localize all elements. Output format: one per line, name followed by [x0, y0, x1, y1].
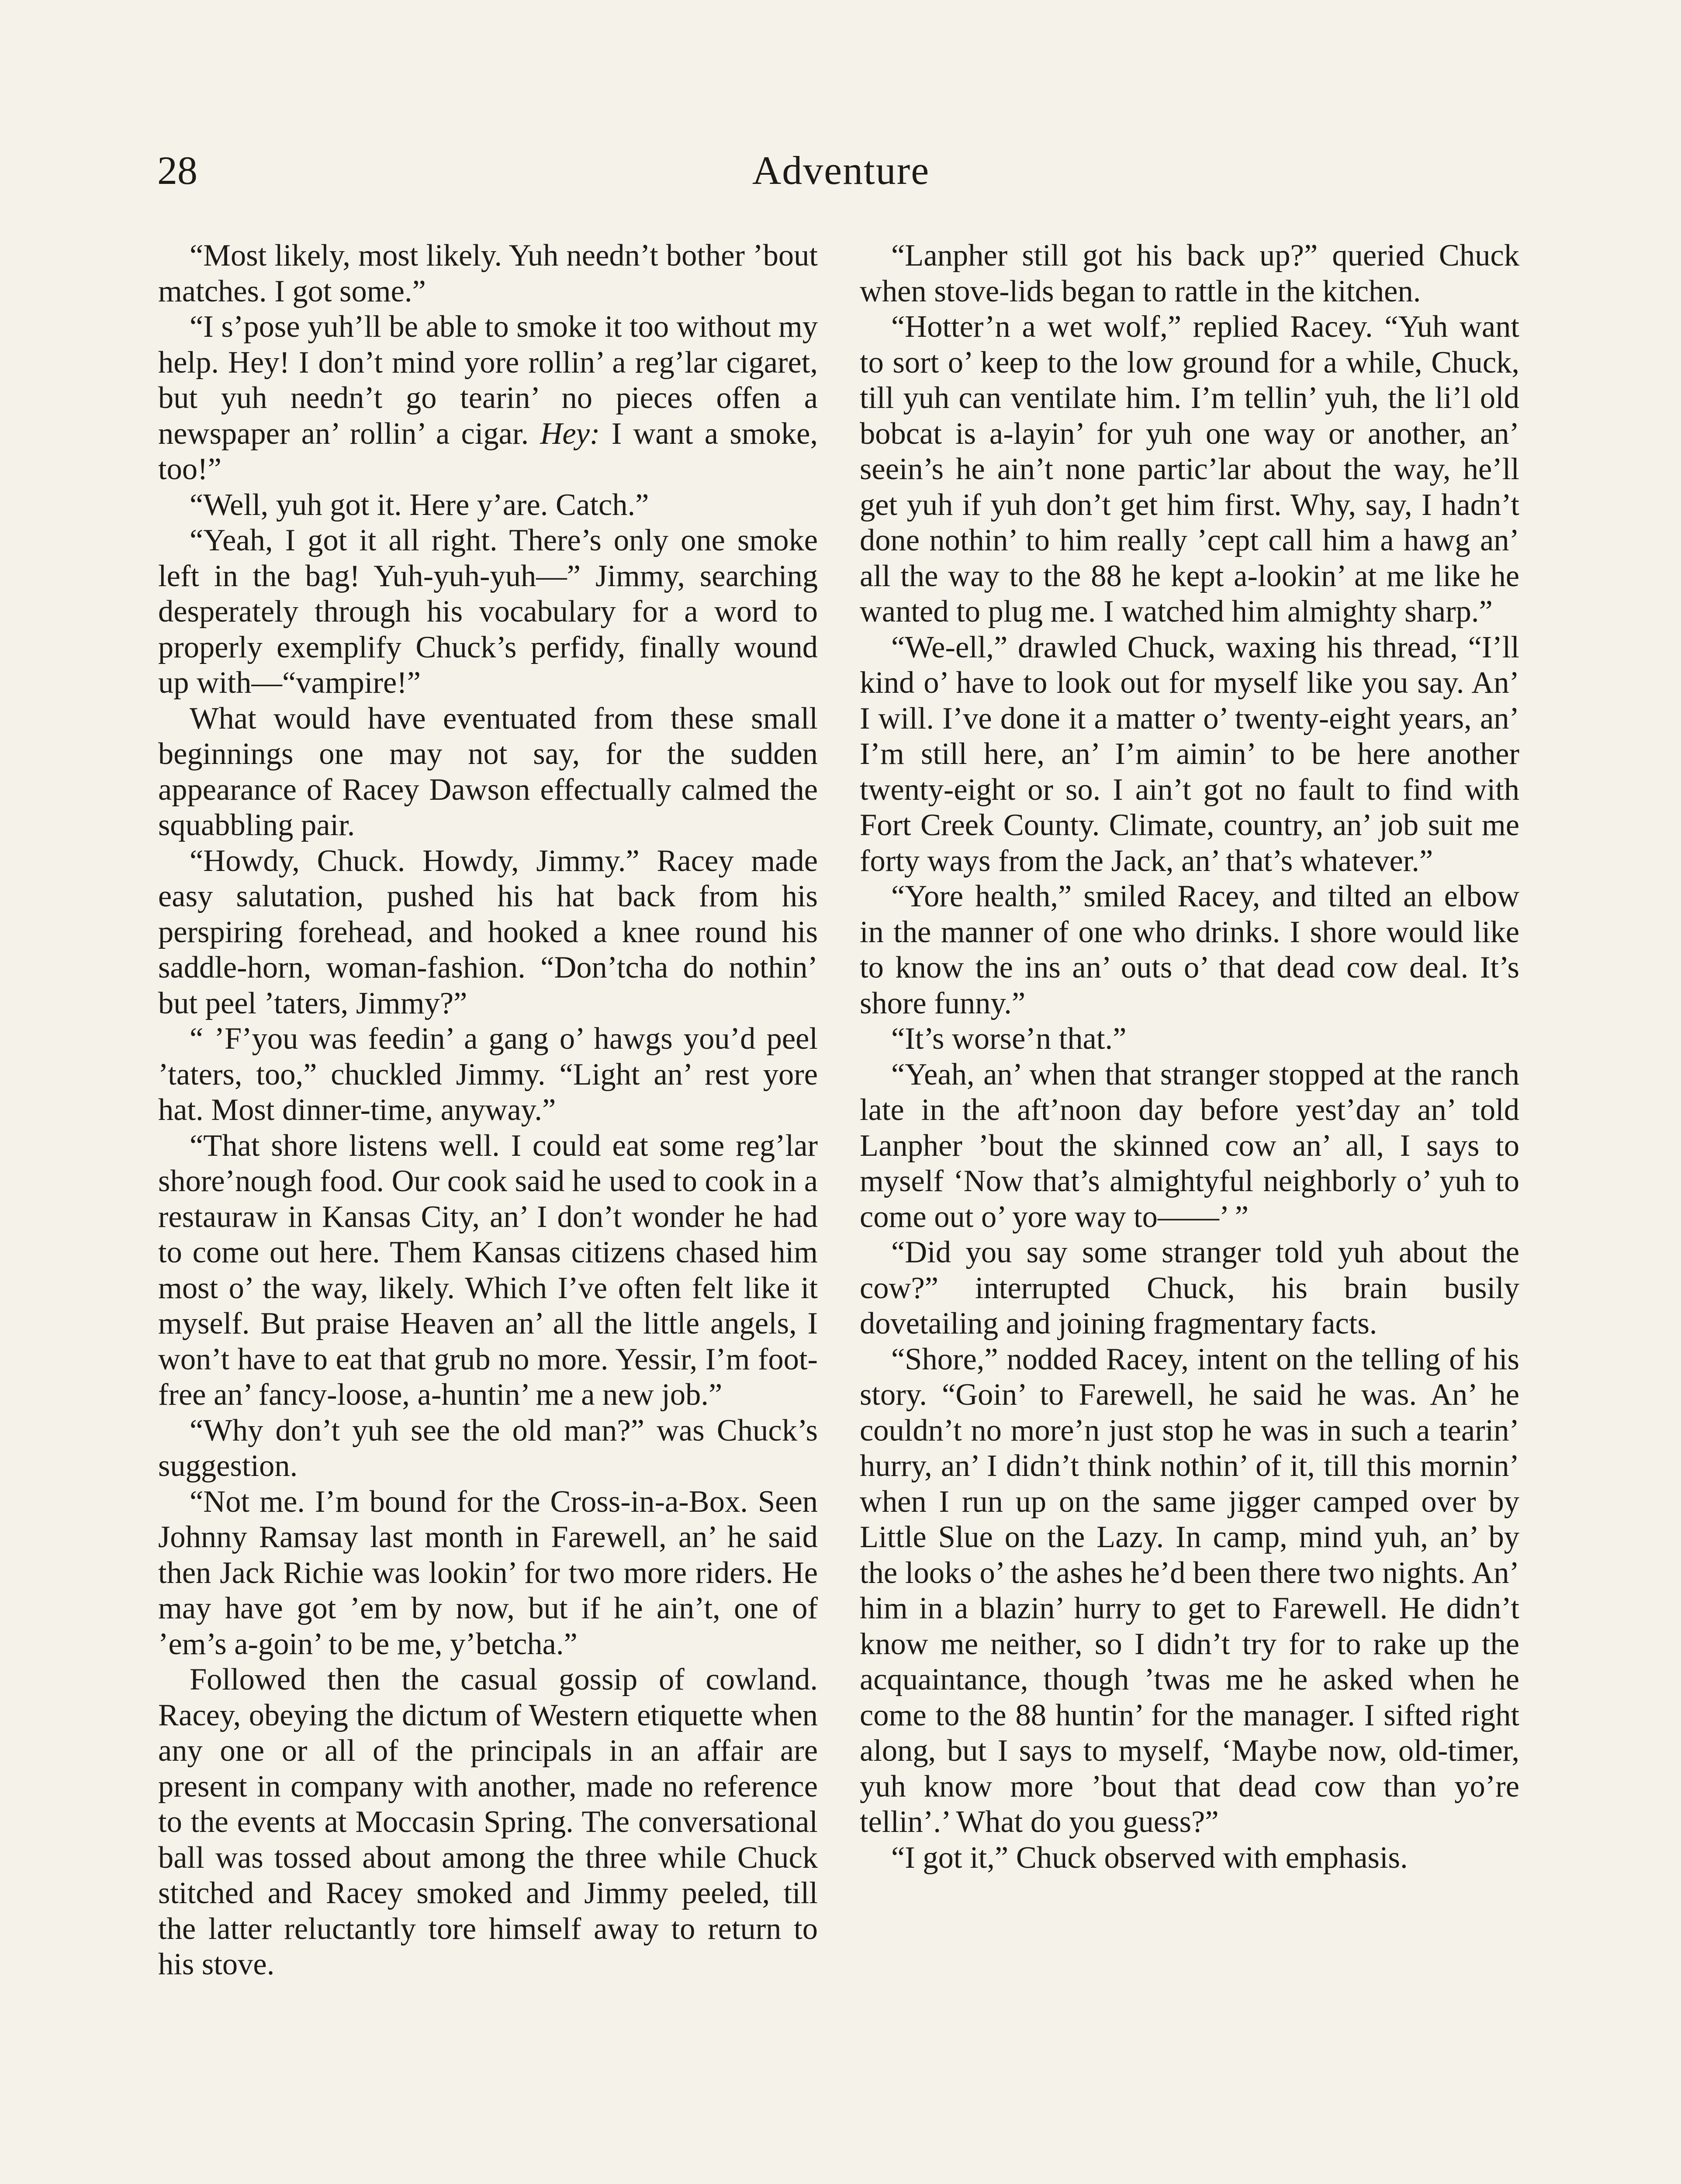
left-column: [158, 238, 818, 1983]
paragraph: “Yeah, I got it all right. There’s only one smoke left in the bag! Yuh-yuh-yuh—” Jimmy, searching desperately through his vocabulary for a word to properly exemplify Chuck’s perfidy, finally wound up with—“vampire!”: [158, 523, 818, 700]
paragraph: “ ’F’you was feedin’ a gang o’ hawgs you’d peel ’taters, too,” chuckled Jimmy. “Light an’ rest yore hat. Most dinner-time, anyway.”: [158, 1022, 818, 1127]
right-column: [860, 238, 1519, 1876]
paragraph: “Not me. I’m bound for the Cross-in-a-Box. Seen Johnny Ramsay last month in Farewell, an’ he said then Jack Richie was lookin’ for two more riders. He may have got ’em by now, but if he ain’t, one of ’em’s a-goin’ to be me, y’betcha.”: [158, 1484, 818, 1661]
paragraph: “Well, yuh got it. Here y’are. Catch.”: [190, 487, 649, 522]
paragraph: “Hotter’n a wet wolf,” replied Racey. “Yuh want to sort o’ keep to the low ground for a while, Chuck, till yuh can ventilate him. I’m tellin’ yuh, the li’l old bobcat is a-layin’ for yuh one way or another, an’ seein’s he ain’t none partic’lar about the way, he’ll get yuh if yuh don’t get him first. Why, say, I hadn’t done nothin’ to him really ’cept call him a hawg an’ all the way to the 88 he kept a-lookin’ at me like he wanted to plug me. I watched him almighty sharp.”: [860, 310, 1519, 629]
paragraph: “Why don’t yuh see the old man?” was Chuck’s suggestion.: [158, 1413, 818, 1483]
paragraph: “We-ell,” drawled Chuck, waxing his thread, “I’ll kind o’ have to look out for myself like you say. An’ I will. I’ve done it a matter o’ twenty-eight years, an’ I’m still here, an’ I’m aimin’ to be here another twenty-eight or so. I ain’t got no fault to find with Fort Creek County. Climate, country, an’ job suit me forty ways from the Jack, an’ that’s whatever.”: [860, 630, 1519, 878]
paragraph: Followed then the casual gossip of cowland. Racey, obeying the dictum of Western etiquette when any one or all of the principals in an affair are present in company with another, made no reference to the events at Moccasin Spring. The conversational ball was tossed about among the three while Chuck stitched and Racey smoked and Jimmy peeled, till the latter reluctantly tore himself away to return to his stove.: [158, 1662, 818, 1981]
paragraph-text: I want a smoke, too!”: [158, 416, 818, 486]
running-head: Adventure: [752, 148, 930, 193]
page-number: 28: [157, 148, 197, 193]
paragraph: What would have eventuated from these small beginnings one may not say, for the sudden appearance of Racey Dawson effectually calmed the squabbling pair.: [158, 701, 818, 842]
paragraph: “Yeah, an’ when that stranger stopped at the ranch late in the aft’noon day before yest’day an’ told Lanpher ’bout the skinned cow an’ all, I says to myself ‘Now that’s almightyful neighborly o’ yuh to come out o’ yore way to——’ ”: [860, 1057, 1519, 1234]
paragraph: “Lanpher still got his back up?” queried Chuck when stove-lids began to rattle in the kitchen.: [860, 238, 1519, 308]
page-header: [157, 144, 1525, 210]
paragraph: “Most likely, most likely. Yuh needn’t bother ’bout matches. I got some.”: [158, 238, 818, 308]
paragraph: “It’s worse’n that.”: [891, 1022, 1127, 1056]
paragraph: [158, 309, 818, 487]
paragraph: “That shore listens well. I could eat some reg’lar shore’nough food. Our cook said he used to cook in a restauraw in Kansas City, an’ I don’t wonder he had to come out here. Them Kansas citizens chased him most o’ the way, likely. Which I’ve often felt like it myself. But praise Heaven an’ all the little angels, I won’t have to eat that grub no more. Yessir, I’m foot-free an’ fancy-loose, a-huntin’ me a new job.”: [158, 1128, 818, 1412]
paragraph-text: “I s’pose yuh’ll be able to smoke it too without my help. Hey! I don’t mind yore rollin’ a reg’lar cigaret, but yuh needn’t go tearin’ no pieces offen a newspaper an’ rollin’ a cigar.: [158, 310, 818, 451]
emphasis-text: Hey:: [540, 416, 600, 451]
paragraph: “I got it,” Chuck observed with emphasis.: [891, 1840, 1408, 1875]
paragraph: “Shore,” nodded Racey, intent on the telling of his story. “Goin’ to Farewell, he said he was. An’ he couldn’t no more’n just stop he was in such a tearin’ hurry, an’ I didn’t think nothin’ of it, till this mornin’ when I run up on the same jigger camped over by Little Slue on the Lazy. In camp, mind yuh, an’ by the looks o’ the ashes he’d been there two nights. An’ him in a blazin’ hurry to get to Farewell. He didn’t know me neither, so I didn’t try for to rake up the acquaintance, though ’twas me he asked when he come to the 88 huntin’ for the manager. I sifted right along, but I says to myself, ‘Maybe now, old-timer, yuh know more ’bout that dead cow than yo’re tellin’.’ What do you guess?”: [860, 1342, 1519, 1839]
paragraph: “Howdy, Chuck. Howdy, Jimmy.” Racey made easy salutation, pushed his hat back from his perspiring forehead, and hooked a knee round his saddle-horn, woman-fashion. “Don’tcha do nothin’ but peel ’taters, Jimmy?”: [158, 843, 818, 1020]
paragraph: “Did you say some stranger told yuh about the cow?” interrupted Chuck, his brain busily dovetailing and joining fragmentary facts.: [860, 1235, 1519, 1341]
paragraph: “Yore health,” smiled Racey, and tilted an elbow in the manner of one who drinks. I shore would like to know the ins an’ outs o’ that dead cow deal. It’s shore funny.”: [860, 879, 1519, 1020]
